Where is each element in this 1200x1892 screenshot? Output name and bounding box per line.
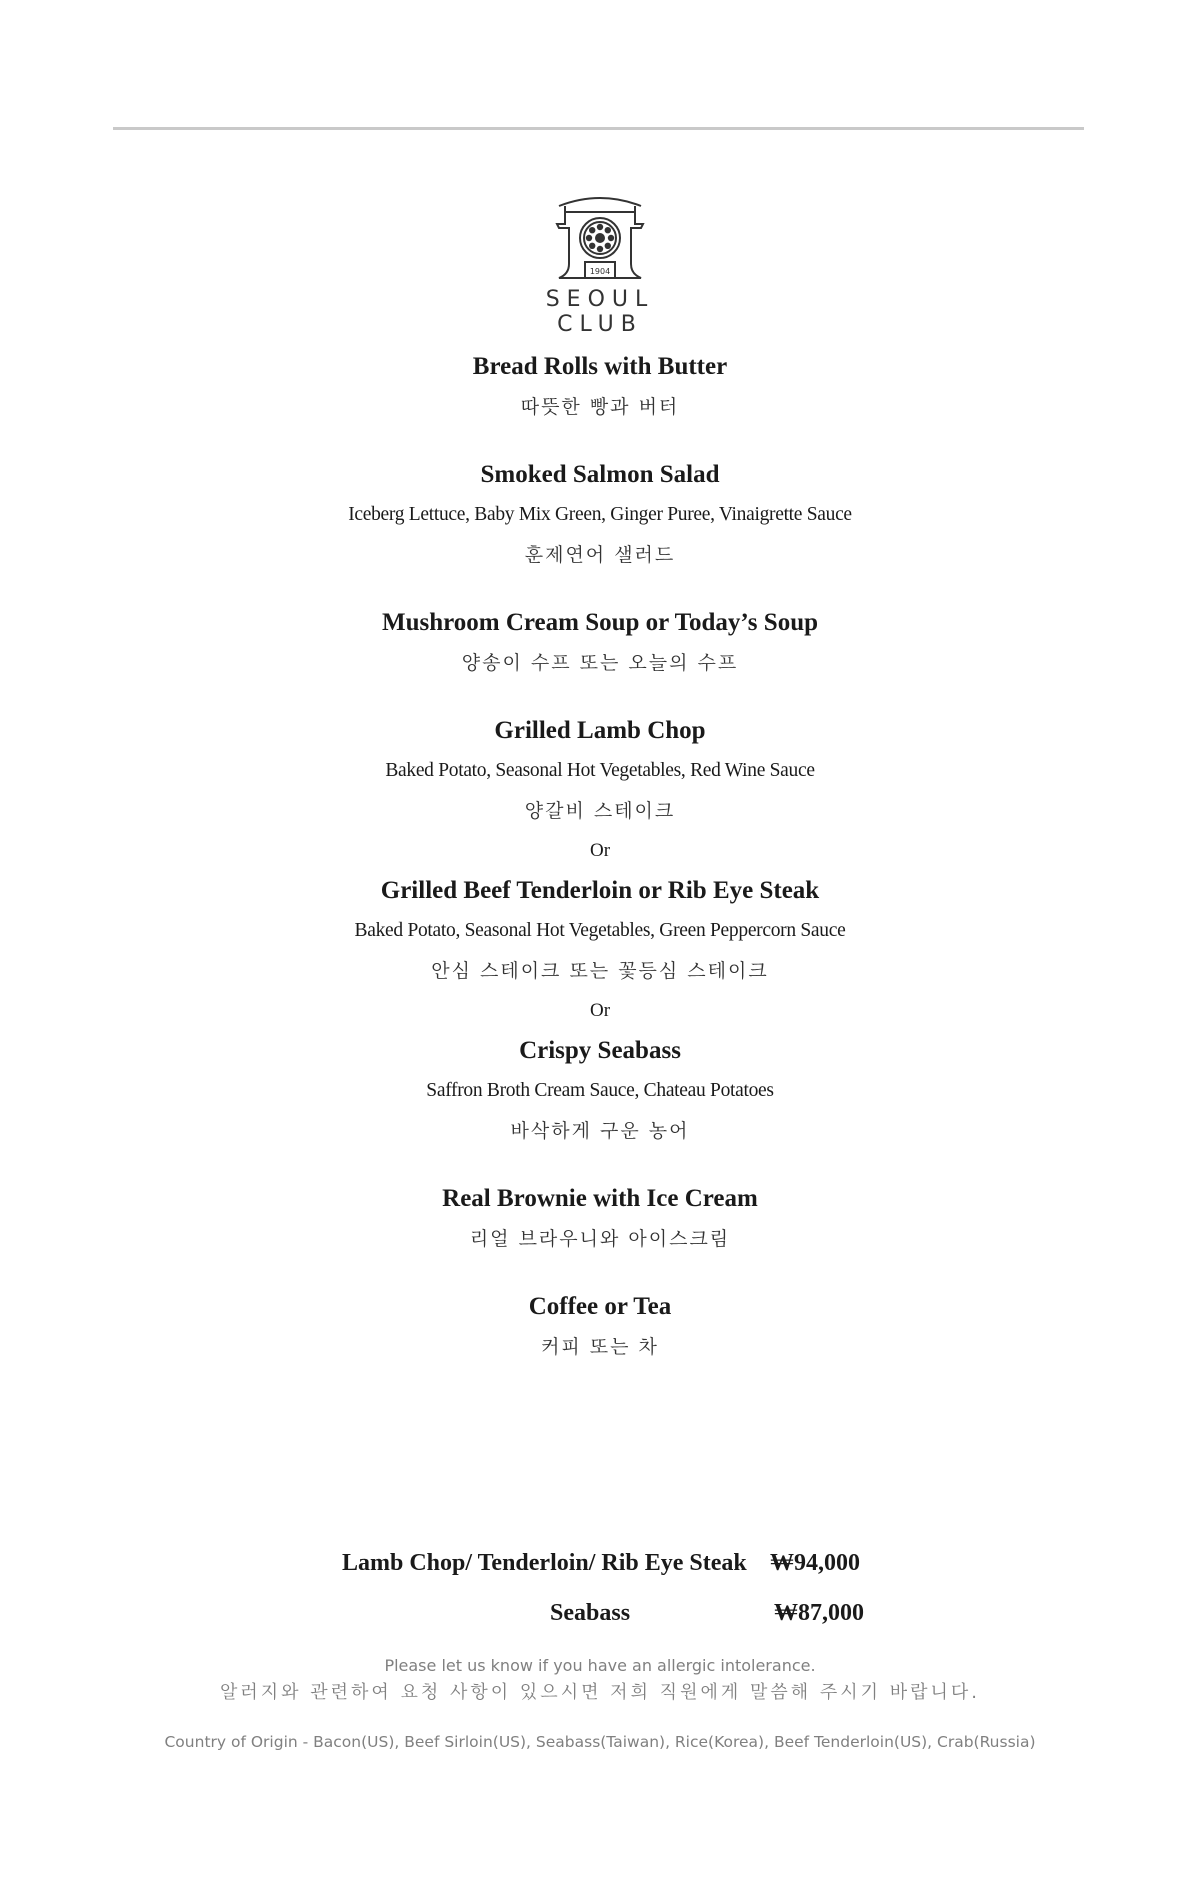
course-description: Baked Potato, Seasonal Hot Vegetables, Green Peppercorn Sauce [354,920,846,941]
course-description: Baked Potato, Seasonal Hot Vegetables, Red Wine Sauce [385,760,815,781]
course-title: Real Brownie with Ice Cream [442,1185,758,1212]
price-row [0,1600,1200,1650]
logo-name: SEOUL CLUB [545,287,655,337]
footer-notes [0,1655,1200,1753]
course-korean: 따뜻한 빵과 버터 [520,396,680,418]
top-divider [113,127,1084,130]
price-label: Lamb Chop/ Tenderloin/ Rib Eye Steak [342,1550,747,1576]
course-title: Smoked Salmon Salad [480,461,720,488]
course-description: Saffron Broth Cream Sauce, Chateau Potatoes [426,1080,774,1101]
menu-courses [0,353,1200,1361]
course-title: Grilled Lamb Chop [494,717,706,744]
price-row [0,1550,1200,1600]
or-separator: Or [589,840,611,861]
price-value: ₩87,000 [774,1600,864,1626]
gate-emblem-icon [545,194,655,286]
price-label: Seabass [550,1600,631,1626]
logo-year: 1904 [589,267,611,276]
course-title: Mushroom Cream Soup or Today’s Soup [382,609,818,636]
country-of-origin: Country of Origin - Bacon(US), Beef Sirloin(US), Seabass(Taiwan), Rice(Korea), Beef Tenderloin(US), Crab(Russia) [164,1733,1036,1751]
course-beverage [0,1293,1200,1361]
course-bread [0,353,1200,421]
course-title: Bread Rolls with Butter [472,353,728,380]
course-korean: 훈제연어 샐러드 [524,544,676,566]
course-korean: 양송이 수프 또는 오늘의 수프 [461,652,739,674]
course-korean: 커피 또는 차 [541,1336,659,1358]
course-korean: 양갈비 스테이크 [524,800,676,822]
price-list [0,1550,1200,1650]
course-title: Crispy Seabass [519,1037,681,1064]
course-description: Iceberg Lettuce, Baby Mix Green, Ginger Puree, Vinaigrette Sauce [348,504,852,525]
or-separator: Or [589,1000,611,1021]
course-korean: 바삭하게 구운 농어 [510,1120,690,1142]
course-title: Coffee or Tea [528,1293,672,1320]
allergy-note-ko: 알러지와 관련하여 요청 사항이 있으시면 저희 직원에게 말씀해 주시기 바랍니다. [219,1682,981,1703]
course-title: Grilled Beef Tenderloin or Rib Eye Steak [380,877,820,904]
course-dessert [0,1185,1200,1253]
allergy-note-en: Please let us know if you have an allergic intolerance. [384,1656,816,1675]
seoul-club-logo [500,194,700,337]
price-value: ₩94,000 [770,1550,860,1576]
course-salad [0,461,1200,569]
course-mains [0,717,1200,1145]
course-korean: 리얼 브라우니와 아이스크림 [469,1228,731,1250]
course-soup [0,609,1200,677]
course-korean: 안심 스테이크 또는 꽃등심 스테이크 [431,960,769,982]
